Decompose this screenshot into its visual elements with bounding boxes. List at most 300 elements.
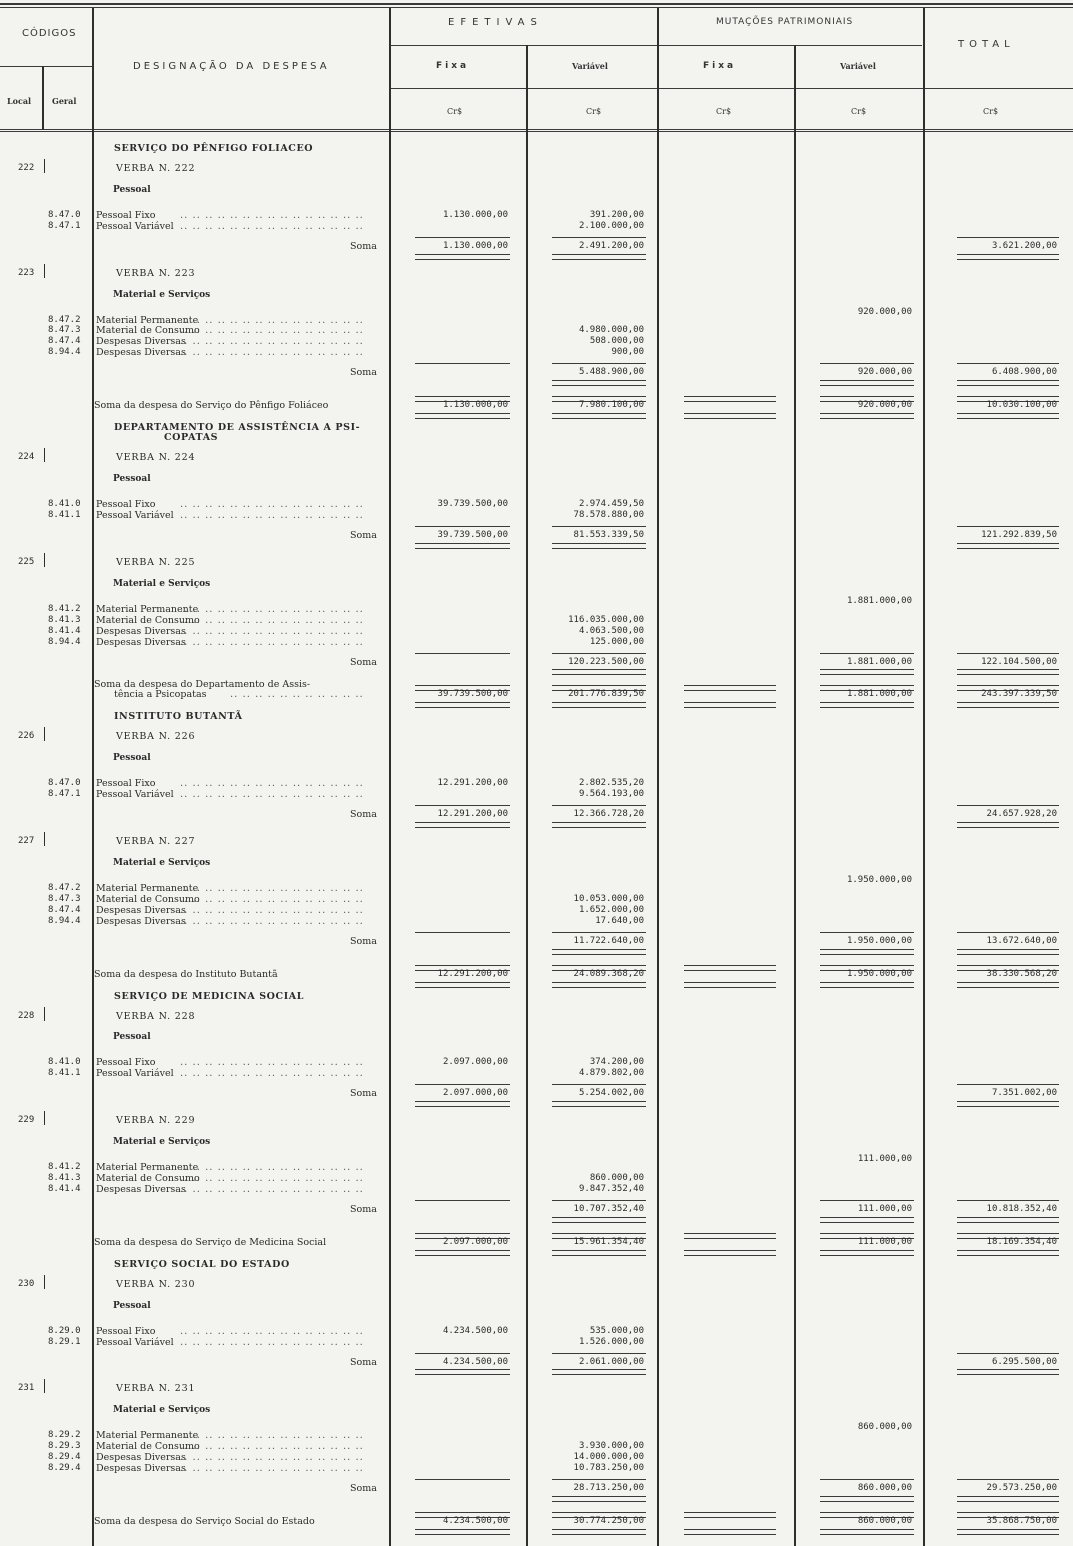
item-code: 8.29.3	[48, 1441, 81, 1452]
sum-mp-variavel: 920.000,00	[857, 367, 912, 378]
header-designacao: DESIGNAÇÃO DA DESPESA	[133, 61, 330, 72]
subheading: Material e Serviços	[113, 578, 211, 589]
leader-dots: .. .. .. .. .. .. .. .. .. .. .. .. .. .. ..	[180, 1430, 364, 1442]
section-title: SERVIÇO DE MEDICINA SOCIAL	[114, 990, 304, 1002]
dept-sum-label: Soma da despesa do Serviço do Pênfigo Foliáceo	[94, 400, 329, 412]
sum-double-rule	[957, 380, 1059, 386]
item-label: Material de Consumo	[96, 325, 200, 337]
item-code: 8.94.4	[48, 915, 81, 926]
verba-local-code: 224	[18, 452, 35, 463]
value-ef-variavel: 9.847.352,40	[578, 1184, 644, 1194]
dept-sum-label-cont: tência a Psicopatas	[114, 689, 207, 701]
header-bottom-rule-2	[0, 131, 1073, 132]
verba-code-tick	[44, 1007, 45, 1021]
verba-title: VERBA N. 225	[116, 556, 196, 568]
sum-rule	[552, 1479, 646, 1480]
value-ef-variavel: 1.652.000,00	[578, 904, 644, 915]
col-line-local	[42, 66, 44, 130]
value-ef-variavel: 2.100.000,00	[578, 220, 644, 231]
value-ef-variavel: 860.000,00	[589, 1173, 644, 1184]
subheading: Pessoal	[113, 1300, 151, 1311]
sum-label: Soma	[350, 1088, 377, 1100]
sum-rule	[415, 237, 510, 238]
item-code: 8.41.1	[48, 509, 81, 520]
header-mp-variavel: Variável	[840, 61, 876, 71]
dept-sum-ef-fixa: 39.739.500,00	[437, 689, 508, 700]
value-mp-variavel: 1.881.000,00	[846, 595, 912, 606]
sum-rule	[820, 653, 914, 654]
dept-sum-double-rule	[957, 1250, 1059, 1256]
leader-dots: .. .. .. .. .. .. .. .. .. .. .. .. .. .. ..	[180, 882, 364, 894]
sum-rule	[957, 1353, 1059, 1354]
dept-sum-total: 38.330.568,20	[986, 968, 1057, 979]
item-code: 8.29.1	[48, 1336, 81, 1347]
verba-local-code: 227	[18, 836, 35, 846]
verba-code-tick	[44, 1111, 45, 1125]
sum-double-rule	[957, 669, 1059, 675]
subheading: Pessoal	[113, 1032, 151, 1043]
leader-dots: .. .. .. .. .. .. .. .. .. .. .. .. .. .. ..	[180, 1184, 364, 1195]
sum-total: 7.351.002,00	[991, 1088, 1057, 1099]
sum-rule	[820, 1479, 914, 1480]
value-mp-variavel: 860.000,00	[857, 1422, 912, 1433]
item-label: Despesas Diversas	[96, 1184, 186, 1195]
sum-label: Soma	[350, 1203, 377, 1215]
sum-ef-fixa: 12.291.200,00	[437, 809, 508, 820]
dept-sum-double-rule	[957, 982, 1059, 988]
sum-rule	[415, 1353, 510, 1354]
item-code: 8.29.0	[48, 1325, 81, 1336]
dept-sum-double-rule	[820, 702, 914, 708]
item-label: Pessoal Variável	[96, 1336, 174, 1348]
leader-dots: .. .. .. .. .. .. .. .. .. .. .. .. .. .. ..	[180, 498, 364, 510]
item-label: Despesas Diversas	[96, 1463, 186, 1475]
item-code: 8.41.4	[48, 1184, 81, 1194]
value-ef-variavel: 78.578.880,00	[573, 509, 644, 520]
dept-sum-double-rule	[552, 1250, 646, 1256]
leader-dots: .. .. .. .. .. .. .. .. .. .. .. .. .. .. ..	[180, 915, 364, 927]
leader-dots: .. .. .. .. .. .. .. .. .. .. .. .. .. .. ..	[180, 778, 364, 790]
item-code: 8.41.2	[48, 1162, 81, 1173]
dept-sum-rule	[684, 685, 776, 691]
sum-double-rule	[820, 949, 914, 955]
col-line-mp-var	[923, 8, 925, 1546]
item-code: 8.47.1	[48, 789, 81, 800]
leader-dots: .. .. .. .. .. .. .. .. .. .. .. .. .. .. ..	[180, 1068, 364, 1080]
item-label: Despesas Diversas	[96, 625, 186, 637]
sum-ef-variavel: 2.061.000,00	[578, 1356, 644, 1367]
dept-sum-ef-variavel: 30.774.250,00	[573, 1516, 644, 1527]
sum-ef-fixa: 4.234.500,00	[442, 1356, 508, 1367]
sum-double-rule	[957, 1101, 1059, 1107]
item-code: 8.41.3	[48, 1173, 81, 1184]
value-ef-variavel: 4.879.802,00	[578, 1068, 644, 1079]
header-efetivas: EFETIVAS	[448, 17, 543, 28]
sum-total: 13.672.640,00	[986, 935, 1057, 946]
col-line-desc	[389, 8, 391, 1546]
sum-double-rule	[820, 1217, 914, 1223]
sum-rule	[552, 653, 646, 654]
sum-total: 6.295.500,00	[991, 1356, 1057, 1367]
leader-dots: .. .. .. .. .. .. .. .. .. .. .. .. .. .. ..	[180, 336, 364, 348]
value-ef-variavel: 2.802.535,20	[578, 778, 644, 789]
sum-double-rule	[552, 254, 646, 260]
verba-title: VERBA N. 230	[116, 1278, 196, 1290]
sum-label: Soma	[350, 529, 377, 541]
leader-dots: .. .. .. .. .. .. .. .. .. .. ..	[230, 689, 364, 701]
item-code: 8.47.1	[48, 220, 81, 231]
verba-code-tick	[44, 832, 45, 846]
sum-rule	[552, 805, 646, 806]
dept-sum-double-rule	[820, 1529, 914, 1535]
sum-ef-fixa: 1.130.000,00	[442, 240, 508, 251]
value-ef-variavel: 4.980.000,00	[578, 325, 644, 336]
sum-total: 10.818.352,40	[986, 1203, 1057, 1214]
sum-rule	[552, 932, 646, 933]
item-code: 8.41.3	[48, 614, 81, 625]
sum-double-rule	[415, 1101, 510, 1107]
sum-double-rule	[957, 949, 1059, 955]
sum-double-rule	[957, 822, 1059, 828]
sum-mp-variavel: 1.881.000,00	[846, 656, 912, 667]
item-label: Despesas Diversas	[96, 915, 186, 927]
dept-sum-double-rule	[957, 702, 1059, 708]
dept-sum-double-rule	[684, 702, 776, 708]
item-label: Pessoal Fixo	[96, 1325, 156, 1337]
header-cr-2: Cr$	[586, 107, 602, 116]
sum-total: 24.657.928,20	[986, 809, 1057, 820]
verba-title: VERBA N. 229	[116, 1115, 196, 1127]
value-ef-fixa: 4.234.500,00	[442, 1325, 508, 1336]
value-ef-fixa: 1.130.000,00	[442, 209, 508, 220]
value-mp-variavel: 920.000,00	[857, 306, 912, 317]
sum-double-rule	[957, 1496, 1059, 1502]
verba-local-code: 222	[18, 162, 35, 173]
dept-sum-double-rule	[684, 982, 776, 988]
dept-sum-rule	[684, 396, 776, 402]
leader-dots: .. .. .. .. .. .. .. .. .. .. .. .. .. .. ..	[180, 509, 364, 521]
dept-sum-mp-variavel: 1.950.000,00	[846, 968, 912, 979]
value-ef-variavel: 17.640,00	[595, 915, 644, 926]
dept-sum-total: 18.169.354,40	[986, 1236, 1057, 1247]
dept-sum-double-rule	[820, 413, 914, 419]
sum-double-rule	[415, 822, 510, 828]
dept-sum-double-rule	[820, 982, 914, 988]
leader-dots: .. .. .. .. .. .. .. .. .. .. .. .. .. .. ..	[180, 636, 364, 648]
item-label: Pessoal Variável	[96, 509, 174, 521]
value-ef-variavel: 10.053.000,00	[573, 893, 644, 904]
sum-mp-variavel: 1.950.000,00	[846, 935, 912, 946]
dept-sum-label: Soma da despesa do Departamento de Assis-	[94, 679, 311, 691]
item-label: Material de Consumo	[96, 893, 200, 905]
sum-double-rule	[415, 1369, 510, 1375]
item-code: 8.29.4	[48, 1452, 81, 1463]
leader-dots: .. .. .. .. .. .. .. .. .. .. .. .. .. .. ..	[180, 314, 364, 326]
sum-rule	[957, 237, 1059, 238]
item-label: Material Permanente	[96, 603, 199, 615]
section-title: INSTITUTO BUTANTÃ	[114, 711, 243, 723]
sum-ef-variavel: 10.707.352,40	[573, 1203, 644, 1214]
item-label: Despesas Diversas	[96, 904, 186, 916]
dept-sum-double-rule	[415, 413, 510, 419]
item-label: Material de Consumo	[96, 1173, 200, 1185]
dept-sum-double-rule	[552, 982, 646, 988]
value-mp-variavel: 1.950.000,00	[846, 874, 912, 885]
item-code: 8.41.2	[48, 603, 81, 614]
dept-sum-total: 10.030.100,00	[986, 400, 1057, 411]
sum-rule	[415, 1200, 510, 1201]
sum-ef-fixa: 2.097.000,00	[442, 1088, 508, 1099]
leader-dots: .. .. .. .. .. .. .. .. .. .. .. .. .. .. ..	[180, 220, 364, 232]
sum-rule	[415, 653, 510, 654]
sum-double-rule	[957, 1369, 1059, 1375]
value-ef-variavel: 125.000,00	[589, 636, 644, 647]
header-cr-4: Cr$	[851, 107, 867, 116]
sum-rule	[552, 1200, 646, 1201]
value-ef-variavel: 9.564.193,00	[578, 789, 644, 800]
dept-sum-ef-fixa: 4.234.500,00	[442, 1516, 508, 1527]
top-rule-thin	[0, 7, 1073, 8]
sum-double-rule	[957, 543, 1059, 549]
dept-sum-ef-fixa: 12.291.200,00	[437, 968, 508, 979]
item-label: Pessoal Fixo	[96, 1057, 156, 1069]
sum-double-rule	[820, 1496, 914, 1502]
value-ef-variavel: 900,00	[611, 347, 644, 358]
item-label: Despesas Diversas	[96, 636, 186, 648]
sum-ef-variavel: 12.366.728,20	[573, 809, 644, 820]
value-mp-variavel: 111.000,00	[857, 1154, 912, 1165]
subheading: Material e Serviços	[113, 1137, 211, 1148]
leader-dots: .. .. .. .. .. .. .. .. .. .. .. .. .. .. ..	[180, 1441, 364, 1453]
leader-dots: .. .. .. .. .. .. .. .. .. .. .. .. .. .. ..	[180, 893, 364, 905]
sum-rule	[957, 932, 1059, 933]
subheading: Material e Serviços	[113, 1405, 211, 1416]
leader-dots: .. .. .. .. .. .. .. .. .. .. .. .. .. .. ..	[180, 325, 364, 337]
item-code: 8.47.3	[48, 325, 81, 336]
sum-double-rule	[552, 1369, 646, 1375]
leader-dots: .. .. .. .. .. .. .. .. .. .. .. .. .. .. ..	[180, 1336, 364, 1348]
sum-ef-variavel: 11.722.640,00	[573, 935, 644, 946]
dept-sum-double-rule	[820, 1250, 914, 1256]
dept-sum-double-rule	[684, 1250, 776, 1256]
item-label: Pessoal Fixo	[96, 498, 156, 510]
header-mutacoes: MUTAÇÕES PATRIMONIAIS	[716, 17, 854, 27]
verba-code-tick	[44, 264, 45, 278]
value-ef-variavel: 4.063.500,00	[578, 625, 644, 636]
dept-sum-label: Soma da despesa do Instituto Butantã	[94, 968, 278, 980]
dept-sum-rule	[684, 1512, 776, 1518]
sum-rule	[552, 526, 646, 527]
header-geral: Geral	[52, 96, 77, 106]
item-label: Material Permanente	[96, 314, 199, 326]
header-codigos: CÓDIGOS	[22, 28, 77, 39]
dept-sum-double-rule	[957, 1529, 1059, 1535]
dept-sum-ef-variavel: 201.776.839,50	[568, 689, 644, 700]
verba-title: VERBA N. 223	[116, 267, 196, 279]
item-label: Pessoal Fixo	[96, 209, 156, 221]
header-cr-5: Cr$	[983, 107, 999, 116]
dept-sum-rule	[684, 965, 776, 971]
leader-dots: .. .. .. .. .. .. .. .. .. .. .. .. .. .. ..	[180, 209, 364, 221]
dept-sum-double-rule	[552, 702, 646, 708]
dept-sum-ef-variavel: 15.961.354,40	[573, 1236, 644, 1247]
item-code: 8.47.2	[48, 314, 81, 325]
leader-dots: .. .. .. .. .. .. .. .. .. .. .. .. .. .. ..	[180, 1057, 364, 1069]
item-label: Pessoal Variável	[96, 1068, 174, 1080]
sum-mp-variavel: 111.000,00	[857, 1203, 912, 1214]
sum-mp-variavel: 860.000,00	[857, 1483, 912, 1494]
dept-sum-mp-variavel: 860.000,00	[857, 1516, 912, 1527]
item-code: 8.47.4	[48, 336, 81, 347]
header-cr-3: Cr$	[716, 107, 732, 116]
subheader-rule	[390, 45, 922, 46]
item-label: Pessoal Fixo	[96, 778, 156, 790]
item-label: Pessoal Variável	[96, 789, 174, 801]
sum-double-rule	[957, 254, 1059, 260]
section-title: SERVIÇO DO PÊNFIGO FOLIACEO	[114, 143, 314, 154]
dept-sum-double-rule	[957, 413, 1059, 419]
value-ef-variavel: 391.200,00	[589, 209, 644, 220]
sum-ef-variavel: 28.713.250,00	[573, 1483, 644, 1494]
verba-title: VERBA N. 222	[116, 162, 196, 174]
leader-dots: .. .. .. .. .. .. .. .. .. .. .. .. .. .. ..	[180, 1325, 364, 1337]
sum-ef-fixa: 39.739.500,00	[437, 529, 508, 540]
verba-code-tick	[44, 553, 45, 567]
verba-code-tick	[44, 1379, 45, 1393]
dept-sum-double-rule	[415, 1250, 510, 1256]
sum-rule	[552, 1084, 646, 1085]
sum-double-rule	[552, 1217, 646, 1223]
leader-dots: .. .. .. .. .. .. .. .. .. .. .. .. .. .. ..	[180, 625, 364, 637]
verba-local-code: 228	[18, 1010, 35, 1021]
leader-dots: .. .. .. .. .. .. .. .. .. .. .. .. .. .. ..	[180, 1162, 364, 1174]
sum-label: Soma	[350, 1483, 377, 1495]
col-line-ef-var	[657, 8, 659, 1546]
sum-total: 121.292.839,50	[981, 529, 1057, 540]
dept-sum-ef-variavel: 24.089.368,20	[573, 968, 644, 979]
sum-rule	[415, 805, 510, 806]
value-ef-variavel: 3.930.000,00	[578, 1441, 644, 1452]
item-code: 8.47.0	[48, 778, 81, 789]
leader-dots: .. .. .. .. .. .. .. .. .. .. .. .. .. .. ..	[180, 904, 364, 916]
item-code: 8.41.1	[48, 1068, 81, 1079]
item-code: 8.41.0	[48, 1057, 81, 1068]
item-label: Despesas Diversas	[96, 347, 186, 359]
verba-local-code: 225	[18, 556, 35, 567]
value-ef-variavel: 2.974.459,50	[578, 498, 644, 509]
sum-total: 122.104.500,00	[981, 656, 1057, 667]
leader-dots: .. .. .. .. .. .. .. .. .. .. .. .. .. .. ..	[180, 614, 364, 626]
header-mp-fixa: Fixa	[703, 61, 737, 71]
dept-sum-rule	[684, 1233, 776, 1239]
item-label: Material Permanente	[96, 1430, 199, 1442]
item-code: 8.47.4	[48, 904, 81, 915]
leader-dots: .. .. .. .. .. .. .. .. .. .. .. .. .. .. ..	[180, 1463, 364, 1475]
sum-double-rule	[552, 1101, 646, 1107]
dept-sum-ef-fixa: 2.097.000,00	[442, 1236, 508, 1247]
value-ef-fixa: 12.291.200,00	[437, 778, 508, 789]
value-ef-variavel: 374.200,00	[589, 1057, 644, 1068]
item-label: Material Permanente	[96, 1162, 199, 1174]
sum-rule	[552, 1353, 646, 1354]
value-ef-variavel: 1.526.000,00	[578, 1336, 644, 1347]
value-ef-fixa: 39.739.500,00	[437, 498, 508, 509]
sum-rule	[552, 237, 646, 238]
sum-ef-variavel: 81.553.339,50	[573, 529, 644, 540]
sum-rule	[415, 1084, 510, 1085]
sum-rule	[957, 805, 1059, 806]
item-label: Material de Consumo	[96, 1441, 200, 1453]
item-code: 8.41.0	[48, 498, 81, 509]
currency-rule	[390, 88, 1073, 89]
dept-sum-label: Soma da despesa do Serviço Social do Estado	[94, 1516, 315, 1528]
value-ef-variavel: 14.000.000,00	[573, 1452, 644, 1463]
dept-sum-double-rule	[415, 702, 510, 708]
sum-ef-variavel: 2.491.200,00	[578, 240, 644, 251]
value-ef-variavel: 116.035.000,00	[568, 614, 644, 625]
sum-rule	[552, 363, 646, 364]
sum-rule	[957, 1479, 1059, 1480]
sum-double-rule	[820, 380, 914, 386]
sum-rule	[957, 653, 1059, 654]
item-code: 8.29.2	[48, 1430, 81, 1441]
sum-rule	[957, 526, 1059, 527]
sum-total: 29.573.250,00	[986, 1483, 1057, 1494]
leader-dots: .. .. .. .. .. .. .. .. .. .. .. .. .. .. ..	[180, 1173, 364, 1185]
col-line-ef-fixa	[526, 45, 528, 1546]
sum-total: 3.621.200,00	[991, 240, 1057, 251]
verba-local-code: 226	[18, 731, 35, 742]
sum-double-rule	[552, 669, 646, 675]
sum-double-rule	[552, 949, 646, 955]
dept-sum-label: Soma da despesa do Serviço de Medicina Social	[94, 1236, 327, 1248]
sum-total: 6.408.900,00	[991, 367, 1057, 378]
top-rule	[0, 3, 1073, 5]
value-ef-variavel: 10.783.250,00	[573, 1463, 644, 1474]
item-label: Material de Consumo	[96, 614, 200, 626]
dept-sum-double-rule	[552, 413, 646, 419]
dept-sum-ef-variavel: 7.980.100,00	[578, 400, 644, 411]
header-total: TOTAL	[958, 39, 1015, 50]
sum-double-rule	[552, 822, 646, 828]
verba-code-tick	[44, 1275, 45, 1289]
leader-dots: .. .. .. .. .. .. .. .. .. .. .. .. .. .. ..	[180, 789, 364, 801]
sum-rule	[415, 1479, 510, 1480]
item-code: 8.41.4	[48, 625, 81, 636]
section-title: SERVIÇO SOCIAL DO ESTADO	[114, 1258, 290, 1270]
sum-double-rule	[552, 380, 646, 386]
leader-dots: .. .. .. .. .. .. .. .. .. .. .. .. .. .. ..	[180, 347, 364, 359]
col-line-mp-fixa	[794, 45, 796, 1546]
sum-rule	[415, 526, 510, 527]
item-code: 8.94.4	[48, 347, 81, 358]
dept-sum-mp-variavel: 1.881.000,00	[846, 689, 912, 700]
section-title-cont: COPATAS	[164, 432, 219, 444]
sum-double-rule	[415, 543, 510, 549]
dept-sum-double-rule	[552, 1529, 646, 1535]
section-title: DEPARTAMENTO DE ASSISTÊNCIA A PSI-	[114, 422, 361, 434]
item-code: 8.29.4	[48, 1463, 81, 1474]
verba-local-code: 231	[18, 1383, 35, 1394]
col-line-geral	[92, 8, 94, 1546]
dept-sum-double-rule	[415, 982, 510, 988]
subheading: Pessoal	[113, 753, 151, 764]
dept-sum-total: 243.397.339,50	[981, 689, 1057, 700]
verba-title: VERBA N. 227	[116, 836, 196, 847]
header-ef-variavel: Variável	[572, 61, 608, 71]
item-code: 8.47.3	[48, 893, 81, 904]
dept-sum-total: 35.868.750,00	[986, 1516, 1057, 1527]
